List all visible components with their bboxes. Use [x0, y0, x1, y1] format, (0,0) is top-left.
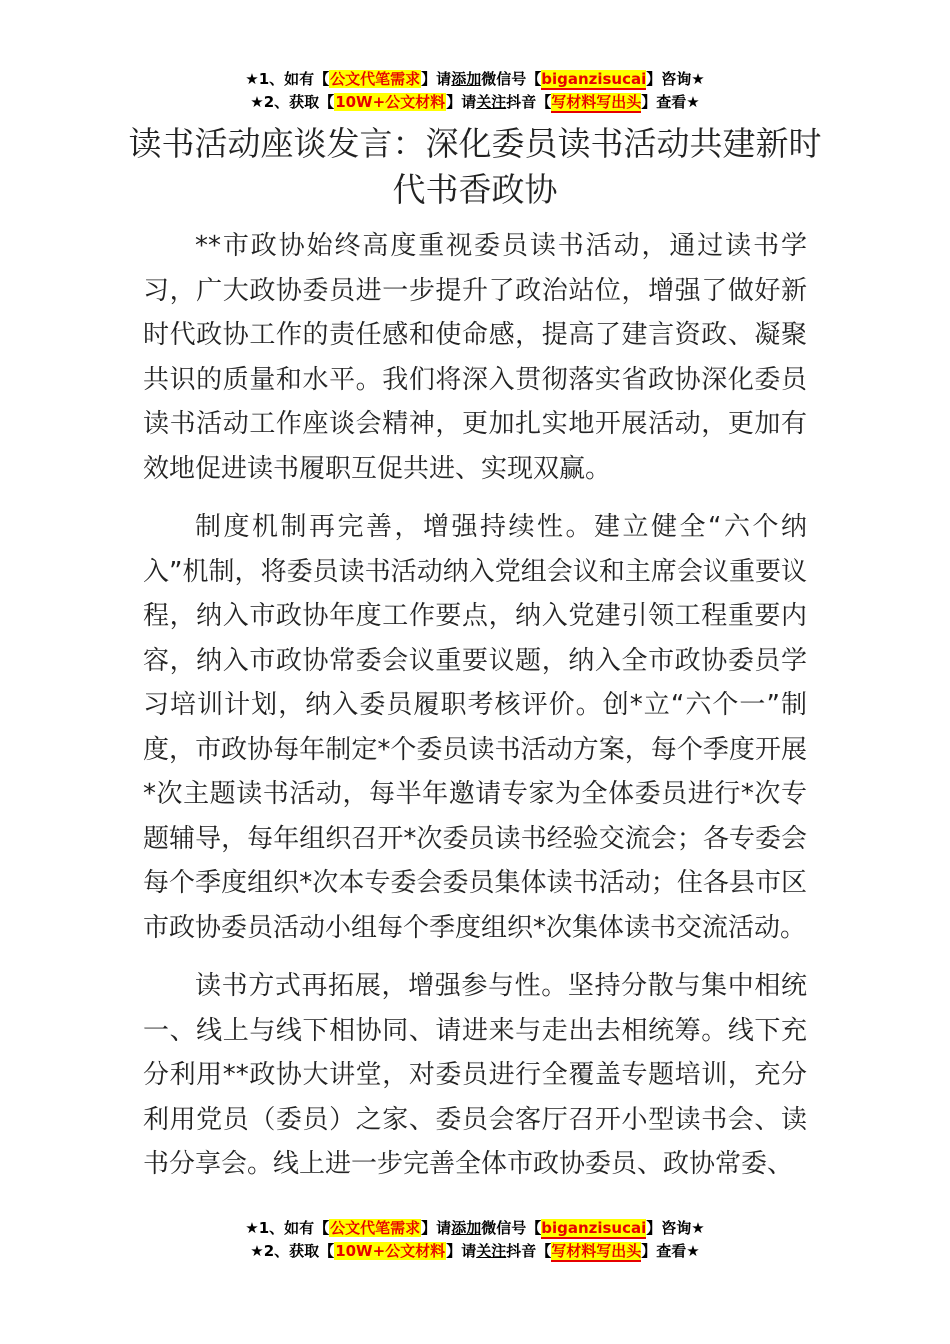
- promo-text: 微信号【: [481, 1219, 542, 1237]
- promo-underline: 添加: [451, 1219, 482, 1237]
- promo-text: ★1、如有【: [245, 70, 330, 88]
- promo-highlight: biganzisucai: [541, 1219, 647, 1237]
- promo-highlight: 公文代笔需求: [330, 70, 421, 88]
- promo-text: 】请: [446, 1242, 477, 1260]
- promo-text: 抖音【: [506, 1242, 552, 1260]
- paragraph: 读书方式再拓展，增强参与性。坚持分散与集中相统一、线上与线下相协同、请进来与走出去相统筹。线下充分利用**政协大讲堂，对委员进行全覆盖专题培训，充分利用党员（委员）之家、委员会客厅召开小型读书会、读书分享会。线上进一步完善全体市政协委员、政协常委、: [143, 971, 807, 1179]
- document-body: [143, 224, 807, 1201]
- promo-text: 】咨询★: [646, 70, 705, 88]
- paragraph: **市政协始终高度重视委员读书活动，通过读书学习，广大政协委员进一步提升了政治站位，增强了做好新时代政协工作的责任感和使命感，提高了建言资政、凝聚共识的质量和水平。我们将深入贯彻落实省政协深化委员读书活动工作座谈会精神，更加扎实地开展活动，更加有效地促进读书履职互促共进、实现双赢。: [143, 231, 807, 484]
- promo-text: ★2、获取【: [250, 93, 335, 111]
- promo-text: 】咨询★: [646, 1219, 705, 1237]
- promo-underline: 添加: [451, 70, 482, 88]
- promo-line-1: [0, 1217, 950, 1240]
- promo-text: 】请: [446, 93, 477, 111]
- promo-highlight: 10W+公文材料: [335, 93, 446, 111]
- promo-text: 】请: [421, 70, 452, 88]
- promo-text: 】查看★: [641, 1242, 700, 1260]
- promo-highlight: biganzisucai: [541, 70, 647, 88]
- promo-highlight: 写材料写出头: [551, 1242, 642, 1260]
- promo-underline: 关注: [476, 93, 507, 111]
- document-title: 读书活动座谈发言：深化委员读书活动共建新时代书香政协: [128, 124, 822, 209]
- promo-text: ★1、如有【: [245, 1219, 330, 1237]
- promo-text: 微信号【: [481, 70, 542, 88]
- promo-line-1: [0, 68, 950, 91]
- promo-text: 】查看★: [641, 93, 700, 111]
- promo-highlight: 写材料写出头: [551, 93, 642, 111]
- promo-highlight: 10W+公文材料: [335, 1242, 446, 1260]
- paragraph: 制度机制再完善，增强持续性。建立健全“六个纳入”机制，将委员读书活动纳入党组会议和主席会议重要议程，纳入市政协年度工作要点，纳入党建引领工程重要内容，纳入市政协常委会议重要议题，纳入全市政协委员学习培训计划，纳入委员履职考核评价。创*立“六个一”制度，市政协每年制定*个委员读书活动方案，每个季度开展*次主题读书活动，每半年邀请专家为全体委员进行*次专题辅导，每年组织召开*次委员读书经验交流会；各专委会每个季度组织*次本专委会委员集体读书活动；住各县市区市政协委员活动小组每个季度组织*次集体读书交流活动。: [143, 512, 807, 943]
- promo-highlight: 公文代笔需求: [330, 1219, 421, 1237]
- promo-banner-bottom: [0, 1217, 950, 1263]
- promo-banner-top: [0, 68, 950, 114]
- promo-text: 】请: [421, 1219, 452, 1237]
- promo-text: 抖音【: [506, 93, 552, 111]
- promo-line-2: [0, 91, 950, 114]
- promo-underline: 关注: [476, 1242, 507, 1260]
- promo-text: ★2、获取【: [250, 1242, 335, 1260]
- promo-line-2: [0, 1240, 950, 1263]
